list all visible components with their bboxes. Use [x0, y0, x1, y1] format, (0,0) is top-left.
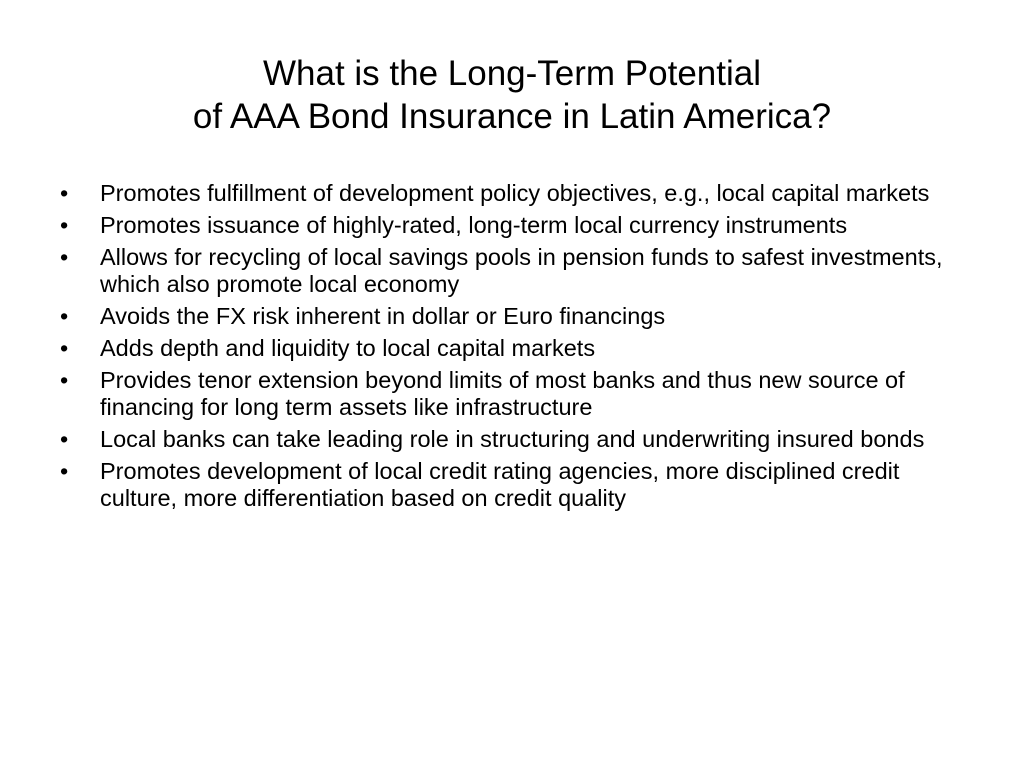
- bullet-dot-icon: •: [60, 458, 69, 484]
- bullet-item: [60, 426, 980, 453]
- bullet-text: Promotes issuance of highly-rated, long-term local currency instruments: [100, 212, 848, 238]
- bullet-item: [60, 303, 980, 330]
- bullet-item: [60, 458, 980, 512]
- bullet-dot-icon: •: [60, 335, 69, 361]
- slide-title-line-2: of AAA Bond Insurance in Latin America?: [192, 97, 832, 136]
- bullet-item: [60, 244, 980, 298]
- bullet-dot-icon: •: [60, 212, 69, 238]
- bullet-text: Adds depth and liquidity to local capital markets: [100, 335, 596, 361]
- bullet-dot-icon: •: [60, 303, 69, 329]
- bullet-dot-icon: •: [60, 426, 69, 452]
- bullet-dot-icon: •: [60, 244, 69, 270]
- bullet-text: Promotes development of local credit rating agencies, more disciplined credit culture, more differentiation based on credit quality: [100, 458, 900, 511]
- bullet-item: [60, 335, 980, 362]
- bullet-item: [60, 212, 980, 239]
- bullet-text: Avoids the FX risk inherent in dollar or Euro financings: [100, 303, 666, 329]
- bullet-item: [60, 180, 980, 207]
- bullet-text: Local banks can take leading role in structuring and underwriting insured bonds: [100, 426, 925, 452]
- bullet-text: Promotes fulfillment of development policy objectives, e.g., local capital markets: [100, 180, 930, 206]
- bullet-dot-icon: •: [60, 180, 69, 206]
- slide-title: [0, 52, 1024, 138]
- bullet-item: [60, 367, 980, 421]
- bullet-list: [60, 180, 980, 517]
- bullet-text: Allows for recycling of local savings pools in pension funds to safest investments, which also promote local economy: [100, 244, 943, 297]
- slide-title-line-1: What is the Long-Term Potential: [262, 54, 761, 93]
- bullet-text: Provides tenor extension beyond limits of most banks and thus new source of financing for long term assets like infrastructure: [100, 367, 905, 420]
- bullet-dot-icon: •: [60, 367, 69, 393]
